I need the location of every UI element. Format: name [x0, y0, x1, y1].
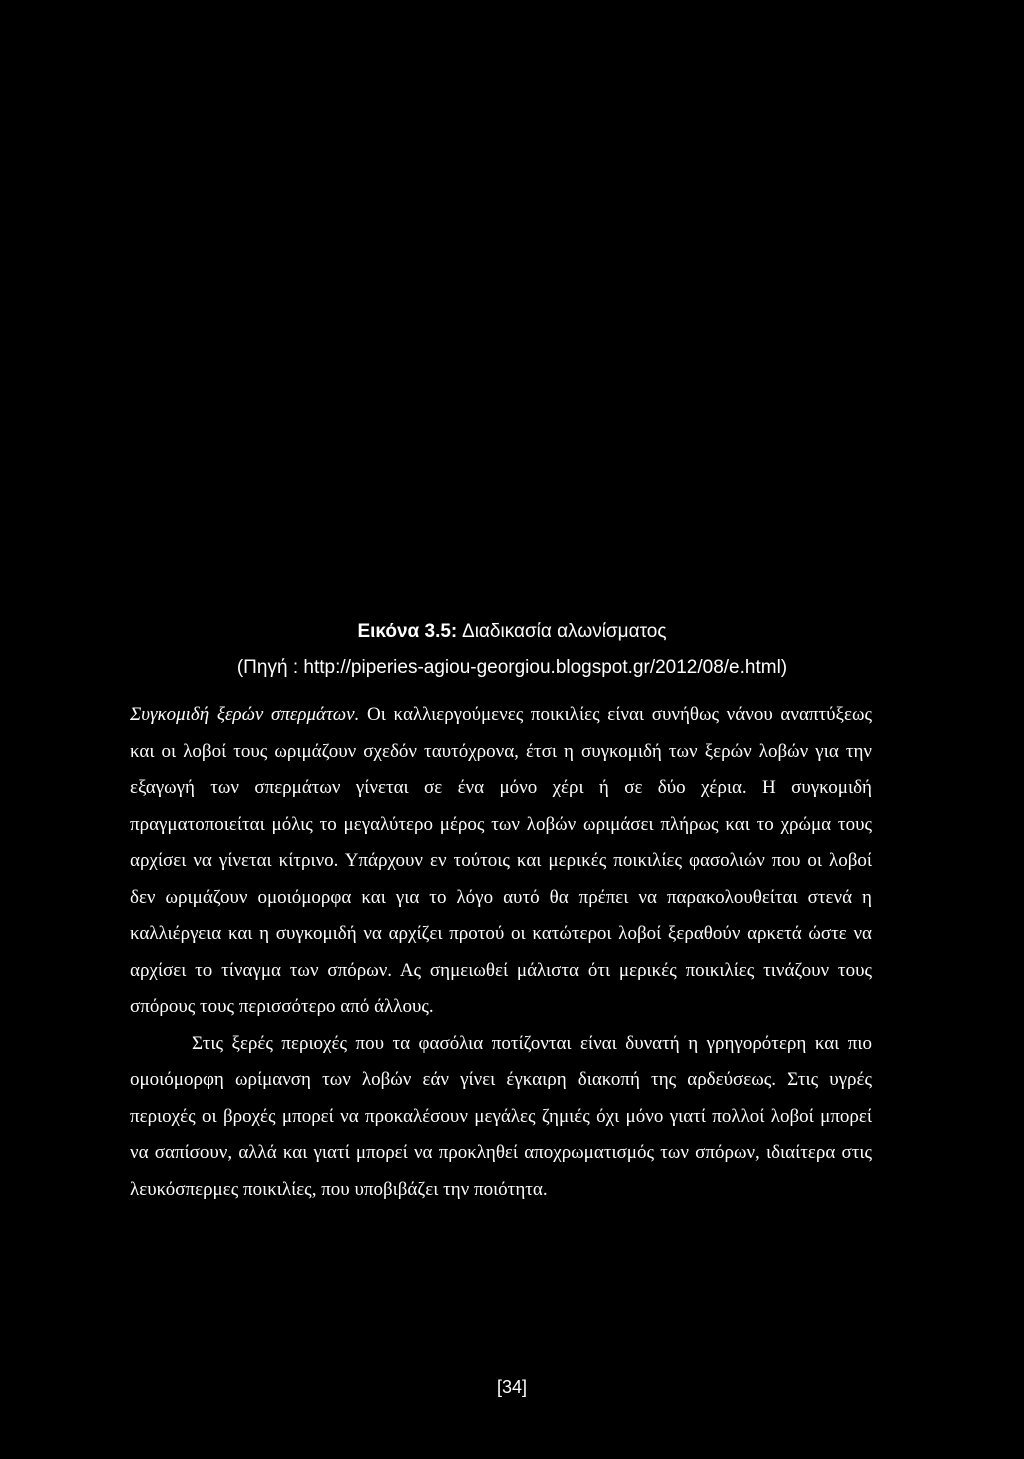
paragraph-text: Οι καλλιεργούμενες ποικιλίες είναι συνήθως νάνου αναπτύξεως και οι λοβοί τους ωριμάζουν σχεδόν ταυτόχρονα, έτσι η συγκομιδή των ξερών λοβών για την εξαγωγή των σπερμάτων γίνεται σε ένα μόνο χέρι ή σε δύο χέρια. Η συγκομιδή πραγματοποιείται μόλις το μεγαλύτερο μέρος των λοβών ωριμάσει πλήρως και το χρώμα τους αρχίσει να γίνεται κίτρινο. Υπάρχουν εν τούτοις και μερικές ποικιλίες φασολιών που οι λοβοί δεν ωριμάζουν ομοιόμορφα και για το λόγο αυτό θα πρέπει να παρακολουθείται στενά η καλλιέργεια και η συγκομιδή να αρχίζει προτού οι κατώτεροι λοβοί ξεραθούν αρκετά ώστε να αρχίσει το τίναγμα των σπόρων. Ας σημειωθεί μάλιστα ότι μερικές ποικιλίες τινάζουν τους σπόρους τους περισσότερο από άλλους. — [130, 704, 873, 1017]
figure-caption-label: Εικόνα 3.5: — [357, 621, 458, 642]
figure-caption-title: Διαδικασία αλωνίσματος — [462, 621, 667, 642]
figure-source: (Πηγή : http://piperies-agiou-georgiou.blogspot.gr/2012/08/e.html) — [236, 657, 788, 678]
figure-caption — [0, 620, 1024, 644]
paragraph-irrigation: Στις ξερές περιοχές που τα φασόλια ποτίζονται είναι δυνατή η γρηγορότερη και πιο ομοιόμορφη ωρίμανση των λοβών εάν γίνει έγκαιρη διακοπή της αρδεύσεως. Στις υγρές περιοχές οι βροχές μπορεί να προκαλέσουν μεγάλες ζημιές όχι μόνο γιατί πολλοί λοβοί μπορεί να σαπίσουν, αλλά και γιατί μπορεί να προκληθεί αποχρωματισμός των σπόρων, ιδιαίτερα στις λευκόσπερμες ποικιλίες, που υποβιβάζει την ποιότητα. — [130, 1032, 872, 1200]
body-text — [130, 697, 872, 1208]
page-number: [34] — [496, 1377, 528, 1397]
figure-image — [0, 0, 1024, 600]
paragraph-lead: Συγκομιδή ξερών σπερμάτων. — [130, 704, 360, 725]
paragraph-harvest — [130, 697, 872, 1026]
